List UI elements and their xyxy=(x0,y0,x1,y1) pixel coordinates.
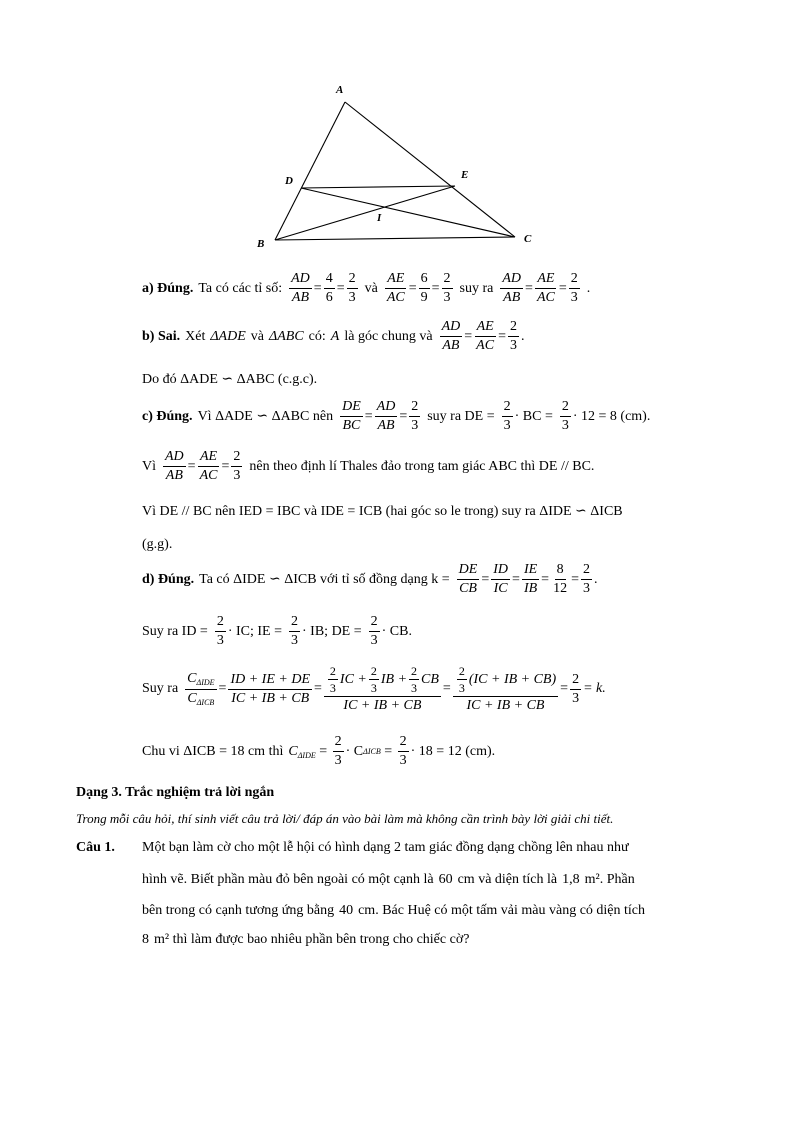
fraction: $\frac{AD}{AB}$ xyxy=(165,449,184,483)
fraction: $\frac{6}{9}$ xyxy=(420,271,428,305)
fraction: $\frac{AE}{AC}$ xyxy=(476,319,495,353)
fraction: $\frac{2}{3}$ xyxy=(443,271,451,305)
part-a-heading: a) Đúng. xyxy=(142,280,194,296)
fraction: $\frac{2}{3}$ xyxy=(561,399,569,433)
question-line-3: bên trong có cạnh tương ứng bằng 40 cm. Bác Huệ có một tấm vải màu vàng có diện tích xyxy=(142,903,646,918)
fraction: $\frac{IE}{IB}$ xyxy=(523,562,538,596)
question-line-4: 8 m² thì làm được bao nhiêu phần bên trong cho chiếc cờ? xyxy=(142,932,470,947)
fraction: $\frac{AD}{AB}$ xyxy=(441,319,461,353)
fraction: $\frac{2}{3}$ xyxy=(216,614,224,648)
fraction: $\frac{DE}{BC}$ xyxy=(342,399,361,433)
part-b-heading: b) Sai. xyxy=(142,328,181,344)
fraction: $\frac{DE}{CB}$ xyxy=(458,562,478,596)
side-ab xyxy=(275,102,345,240)
fraction: $\frac{2}{3}$ xyxy=(370,614,378,648)
part-d-perimeter-ratio: Suy ra $\frac{C_{\Delta IDE}}{C_{\Delta ICB}}$ = $\frac{ID + IE + DE}{IC + IB + CB}$ = $\frac{2}{3}$ IC + $\frac{2}{3}$ IB + $\frac{2}{3}$ CB IC + IB + CB = $\frac{2}{3}$ (IC + IB + CB) IC + IB + CB = $\frac{2}{3}$ = k. xyxy=(142,664,606,713)
side-ac xyxy=(345,102,515,237)
fraction: $\frac{2}{3}$ xyxy=(291,614,299,648)
label-a: A xyxy=(336,84,344,96)
fraction: $\frac{C_{\Delta IDE}}{C_{\Delta ICB}}$ xyxy=(187,670,215,707)
part-c-heading: c) Đúng. xyxy=(142,408,193,424)
part-b-line: b) Sai. Xét ΔADE và ΔABC có: A là góc chung và $\frac{AD}{AB}$ = $\frac{AE}{AC}$ = $\frac{2}{3}$ . xyxy=(142,319,525,353)
question-line-2: hình vẽ. Biết phần màu đỏ bên ngoài có một cạnh là 60 cm và diện tích là 1,8 m². Phần xyxy=(142,872,635,887)
segment-dc xyxy=(301,188,515,237)
triangle-figure xyxy=(250,80,550,255)
fraction: $\frac{AD}{AB}$ xyxy=(376,399,396,433)
part-a-line: a) Đúng. Ta có các tỉ số: $\frac{AD}{AB}$ = $\frac{4}{6}$ = $\frac{2}{3}$ và $\frac{AE}{AC}$ = $\frac{6}{9}$ = $\frac{2}{3}$ suy ra $\frac{AD}{AB}$ = $\frac{AE}{AC}$ = $\frac{2}{3}$ . xyxy=(142,271,591,305)
fraction: $\frac{2}{3}$ xyxy=(233,449,241,483)
fraction: $\frac{2}{3}$ xyxy=(399,734,407,768)
fraction: $\frac{ID + IE + DE}{IC + IB + CB}$ xyxy=(230,671,310,706)
part-d-perimeter: Chu vi ΔICB = 18 cm thì $C_{\Delta IDE}$ = $\frac{2}{3}$ · C ΔICB = $\frac{2}{3}$ · 18 = 12 (cm). xyxy=(142,734,496,768)
part-d-line: d) Đúng. Ta có ΔIDE ∽ ΔICB với tỉ số đồng dạng k = $\frac{DE}{CB}$ = $\frac{ID}{IC}$ = $\frac{IE}{IB}$ = $\frac{8}{12}$ = $\frac{2}{3}$ . xyxy=(142,562,598,596)
fraction: $\frac{ID}{IC}$ xyxy=(493,562,509,596)
fraction: $\frac{2}{3}$ (IC + IB + CB) IC + IB + CB xyxy=(453,665,558,713)
section-instruction: Trong mỗi câu hỏi, thí sinh viết câu trả lời/ đáp án vào bài làm mà không cần trình bày lời giải chi tiết. xyxy=(76,811,614,826)
section-title: Dạng 3. Trắc nghiệm trả lời ngắn xyxy=(76,785,275,800)
label-d: D xyxy=(285,175,293,187)
fraction: $\frac{2}{3}$ xyxy=(570,271,578,305)
fraction: $\frac{2}{3}$ xyxy=(348,271,356,305)
part-d-heading: d) Đúng. xyxy=(142,571,195,587)
fraction: $\frac{2}{3}$ xyxy=(572,671,580,706)
fraction: $\frac{AD}{AB}$ xyxy=(291,271,310,305)
fraction: $\frac{4}{6}$ xyxy=(325,271,333,305)
segment-de xyxy=(301,186,455,188)
question-label: Câu 1. xyxy=(76,840,115,855)
fraction: $\frac{2}{3}$ xyxy=(411,399,419,433)
part-c-angles: Vì DE // BC nên IED = IBC và IDE = ICB (hai góc so le trong) suy ra ΔIDE ∽ ΔICB xyxy=(142,504,623,519)
fraction: $\frac{2}{3}$ IC + $\frac{2}{3}$ IB + $\frac{2}{3}$ CB IC + IB + CB xyxy=(324,665,441,713)
part-d-ratios: Suy ra ID = $\frac{2}{3}$ · IC; IE = $\frac{2}{3}$ · IB; DE = $\frac{2}{3}$ · CB. xyxy=(142,614,412,648)
fraction: $\frac{2}{3}$ xyxy=(509,319,517,353)
part-b-conclusion: Do đó ΔADE ∽ ΔABC (c.g.c). xyxy=(142,372,318,387)
label-e: E xyxy=(461,169,469,181)
fraction: $\frac{AE}{AC}$ xyxy=(386,271,405,305)
label-b: B xyxy=(257,238,265,250)
fraction: $\frac{2}{3}$ xyxy=(334,734,342,768)
fraction: $\frac{AE}{AC}$ xyxy=(536,271,555,305)
segment-eb xyxy=(275,186,455,240)
part-c-thales: Vì $\frac{AD}{AB}$ = $\frac{AE}{AC}$ = $\frac{2}{3}$ nên theo định lí Thales đảo trong tam giác ABC thì DE // BC. xyxy=(142,449,595,483)
fraction: $\frac{2}{3}$ xyxy=(582,562,590,596)
fraction: $\frac{AE}{AC}$ xyxy=(199,449,218,483)
part-c-line: c) Đúng. Vì ΔADE ∽ ΔABC nên $\frac{DE}{BC}$ = $\frac{AD}{AB}$ = $\frac{2}{3}$ suy ra DE = $\frac{2}{3}$ · BC = $\frac{2}{3}$ · 12 = 8 (cm). xyxy=(142,399,651,433)
label-c: C xyxy=(524,233,532,245)
fraction: $\frac{8}{12}$ xyxy=(553,562,568,596)
part-c-gg: (g.g). xyxy=(142,537,173,552)
side-bc xyxy=(275,237,515,240)
fraction: $\frac{AD}{AB}$ xyxy=(502,271,522,305)
fraction: $\frac{2}{3}$ xyxy=(503,399,511,433)
label-i: I xyxy=(377,212,382,224)
question-line-1: Một bạn làm cờ cho một lễ hội có hình dạng 2 tam giác đồng dạng chồng lên nhau như xyxy=(142,840,629,855)
